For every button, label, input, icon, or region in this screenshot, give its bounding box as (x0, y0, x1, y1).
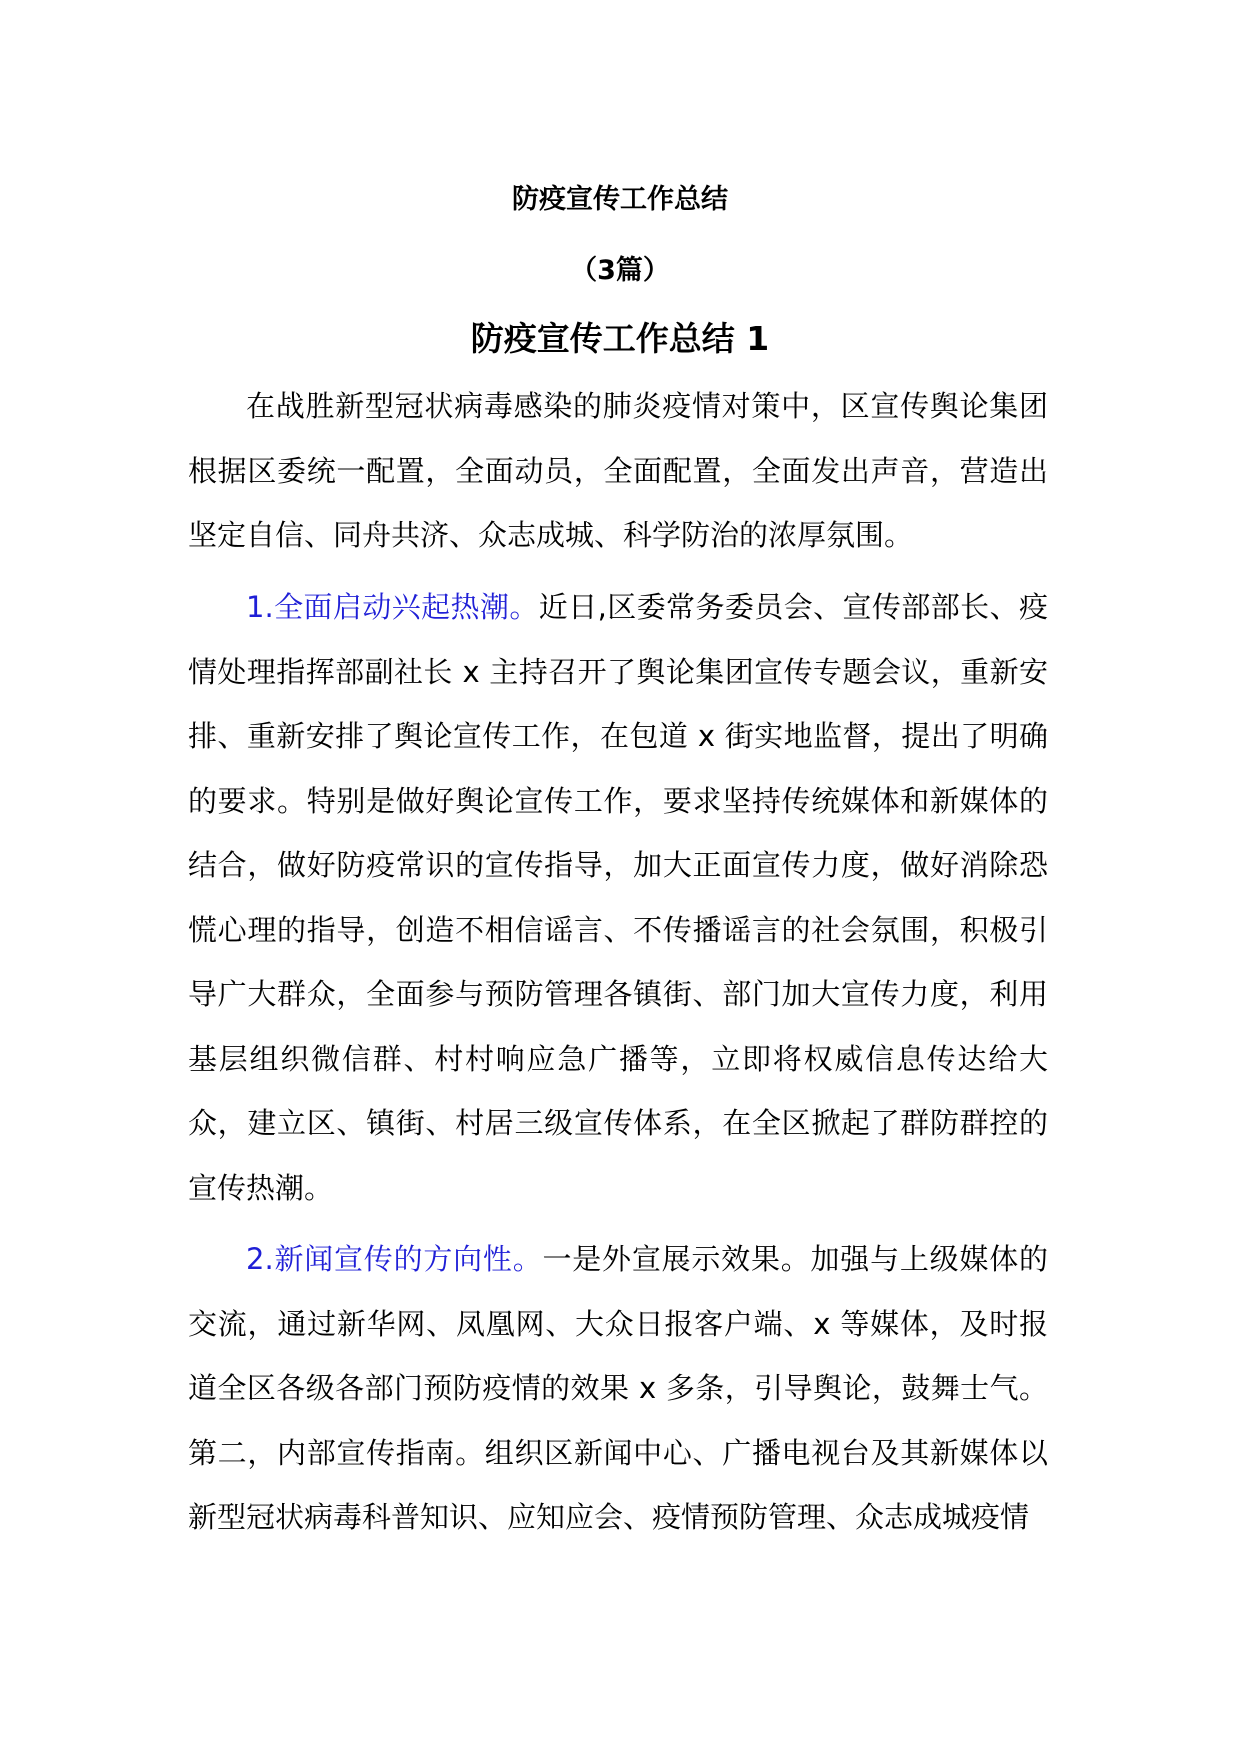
section-1-paragraph (188, 575, 1048, 1220)
section-title: 防疫宣传工作总结 1 (470, 319, 770, 358)
document-subtitle: （3篇） (570, 255, 670, 286)
paragraph-text: 在战胜新型冠状病毒感染的肺炎疫情对策中，区宣传舆论集团根据区委统一配置，全面动员，全面配置，全面发出声音，营造出坚定自信、同舟共济、众志成城、科学防治的浓厚氛围。 (188, 389, 1048, 552)
section-2-heading: 2.新闻宣传的方向性。 (246, 1242, 543, 1276)
document-title: 防疫宣传工作总结 (512, 184, 728, 215)
paragraph-text: 一是外宣展示效果。加强与上级媒体的交流，通过新华网、凤凰网、大众日报客户端、x 等媒体，及时报道全区各级各部门预防疫情的效果 x 多条，引导舆论，鼓舞士气。第二，内部宣传指南。组织区新闻中心、广播电视台及其新媒体以新型冠状病毒科普知识、应知应会、疫情预防管理、众志成城疫情 (188, 1242, 1048, 1534)
intro-paragraph (188, 374, 1048, 568)
paragraph-text: 近日,区委常务委员会、宣传部部长、疫情处理指挥部副社长 x 主持召开了舆论集团宣传专题会议，重新安排、重新安排了舆论宣传工作，在包道 x 街实地监督，提出了明确的要求。特别是做好舆论宣传工作，要求坚持传统媒体和新媒体的结合，做好防疫常识的宣传指导，加大正面宣传力度，做好消除恐慌心理的指导，创造不相信谣言、不传播谣言的社会氛围，积极引导广大群众，全面参与预防管理各镇街、部门加大宣传力度，利用基层组织微信群、村村响应急广播等，立即将权威信息传达给大众，建立区、镇街、村居三级宣传体系，在全区掀起了群防群控的宣传热潮。 (188, 590, 1048, 1205)
section-2-paragraph (188, 1227, 1048, 1550)
section-1-heading: 1.全面启动兴起热潮。 (246, 590, 539, 624)
